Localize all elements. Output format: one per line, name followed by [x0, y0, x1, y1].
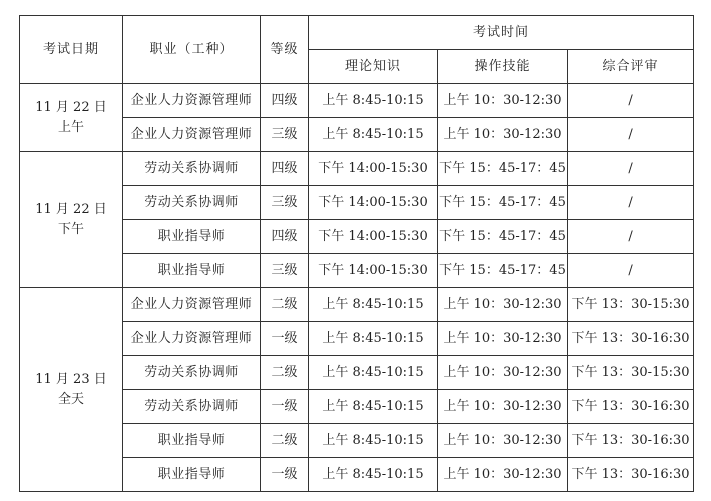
header-operation: 操作技能: [438, 50, 568, 84]
theory-time-cell: 下午 14:00-15:30: [309, 186, 438, 220]
date-cell: [20, 84, 123, 152]
theory-time-cell: 上午 8:45-10:15: [309, 118, 438, 152]
date-cell: [20, 288, 123, 492]
review-time-cell: /: [568, 220, 694, 254]
occupation-cell: 职业指导师: [123, 458, 261, 492]
operation-time-cell: 上午 10：30-12:30: [438, 356, 568, 390]
operation-time-cell: 下午 15：45-17：45: [438, 254, 568, 288]
theory-time-cell: 下午 14:00-15:30: [309, 152, 438, 186]
date-day: 11 月 22 日: [35, 202, 107, 217]
level-cell: 三级: [261, 118, 309, 152]
operation-time-cell: 上午 10：30-12:30: [438, 390, 568, 424]
occupation-cell: 企业人力资源管理师: [123, 288, 261, 322]
review-time-cell: /: [568, 186, 694, 220]
level-cell: 二级: [261, 356, 309, 390]
table-row: [20, 84, 694, 118]
occupation-cell: 劳动关系协调师: [123, 356, 261, 390]
date-session: 下午: [57, 221, 84, 237]
level-cell: 四级: [261, 84, 309, 118]
level-cell: 四级: [261, 152, 309, 186]
occupation-cell: 企业人力资源管理师: [123, 118, 261, 152]
date-day: 11 月 23 日: [35, 372, 107, 387]
operation-time-cell: 上午 10：30-12:30: [438, 322, 568, 356]
date-session: 全天: [57, 391, 84, 407]
header-exam-time: 考试时间: [309, 16, 694, 50]
header-theory: 理论知识: [309, 50, 438, 84]
date-session: 上午: [57, 119, 84, 135]
level-cell: 二级: [261, 288, 309, 322]
level-cell: 一级: [261, 322, 309, 356]
date-day: 11 月 22 日: [35, 100, 107, 115]
occupation-cell: 劳动关系协调师: [123, 152, 261, 186]
occupation-cell: 企业人力资源管理师: [123, 84, 261, 118]
header-date: 考试日期: [20, 16, 123, 84]
level-cell: 一级: [261, 390, 309, 424]
header-level: 等级: [261, 16, 309, 84]
review-time-cell: 下午 13：30-16:30: [568, 458, 694, 492]
header-occupation: 职业（工种）: [123, 16, 261, 84]
operation-time-cell: 上午 10：30-12:30: [438, 288, 568, 322]
occupation-cell: 劳动关系协调师: [123, 186, 261, 220]
table-row: [20, 288, 694, 322]
exam-schedule-table: [19, 15, 694, 492]
theory-time-cell: 上午 8:45-10:15: [309, 322, 438, 356]
review-time-cell: /: [568, 84, 694, 118]
operation-time-cell: 下午 15：45-17：45: [438, 186, 568, 220]
review-time-cell: 下午 13：30-15:30: [568, 356, 694, 390]
operation-time-cell: 上午 10：30-12:30: [438, 84, 568, 118]
operation-time-cell: 上午 10：30-12:30: [438, 458, 568, 492]
level-cell: 三级: [261, 186, 309, 220]
theory-time-cell: 上午 8:45-10:15: [309, 390, 438, 424]
review-time-cell: 下午 13：30-16:30: [568, 390, 694, 424]
theory-time-cell: 上午 8:45-10:15: [309, 288, 438, 322]
theory-time-cell: 上午 8:45-10:15: [309, 458, 438, 492]
operation-time-cell: 上午 10：30-12:30: [438, 118, 568, 152]
level-cell: 二级: [261, 424, 309, 458]
review-time-cell: 下午 13：30-16:30: [568, 322, 694, 356]
occupation-cell: 劳动关系协调师: [123, 390, 261, 424]
operation-time-cell: 下午 15：45-17：45: [438, 152, 568, 186]
occupation-cell: 职业指导师: [123, 220, 261, 254]
operation-time-cell: 下午 15：45-17：45: [438, 220, 568, 254]
theory-time-cell: 上午 8:45-10:15: [309, 84, 438, 118]
theory-time-cell: 下午 14:00-15:30: [309, 220, 438, 254]
level-cell: 四级: [261, 220, 309, 254]
review-time-cell: /: [568, 118, 694, 152]
occupation-cell: 职业指导师: [123, 424, 261, 458]
operation-time-cell: 上午 10：30-12:30: [438, 424, 568, 458]
header-review: 综合评审: [568, 50, 694, 84]
occupation-cell: 企业人力资源管理师: [123, 322, 261, 356]
level-cell: 三级: [261, 254, 309, 288]
occupation-cell: 职业指导师: [123, 254, 261, 288]
review-time-cell: 下午 13：30-15:30: [568, 288, 694, 322]
theory-time-cell: 上午 8:45-10:15: [309, 424, 438, 458]
level-cell: 一级: [261, 458, 309, 492]
schedule-body: [20, 84, 694, 492]
review-time-cell: 下午 13：30-16:30: [568, 424, 694, 458]
table-row: [20, 152, 694, 186]
theory-time-cell: 上午 8:45-10:15: [309, 356, 438, 390]
theory-time-cell: 下午 14:00-15:30: [309, 254, 438, 288]
review-time-cell: /: [568, 152, 694, 186]
date-cell: [20, 152, 123, 288]
review-time-cell: /: [568, 254, 694, 288]
